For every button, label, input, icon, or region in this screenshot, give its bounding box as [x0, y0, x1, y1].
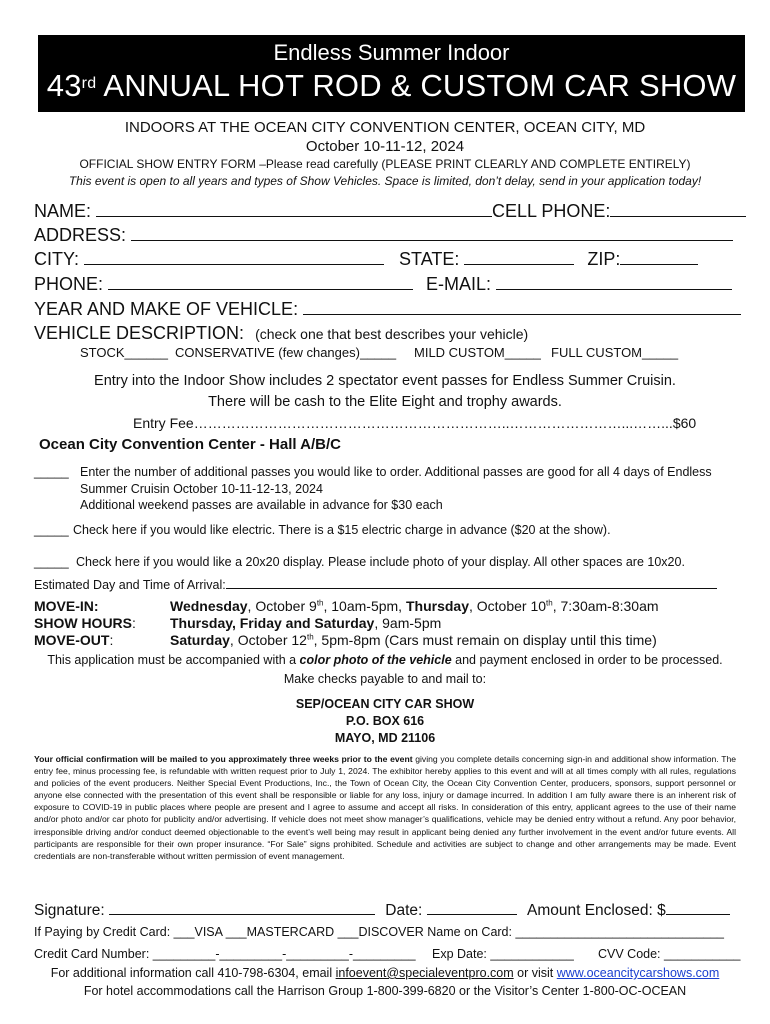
- show-hours-label: [34, 615, 136, 631]
- cvv-code[interactable]: CVV Code: ___________: [598, 947, 741, 961]
- mail-address-line-3: MAYO, MD 21106: [334, 731, 436, 745]
- hall-heading: Ocean City Convention Center - Hall A/B/C: [39, 436, 341, 453]
- display-blank[interactable]: _____: [34, 555, 69, 569]
- name-field[interactable]: [96, 202, 492, 217]
- vehicle-desc-row: [34, 323, 528, 344]
- legal-text: giving you complete details concerning sign-in and additional show information. The entry fee, minus processing fee, is refundable with written request prior to July 1, 2024. The exhibitor hereby applies to this event and will at all times comply with all rules, regulations and policies of the event producers. Neither Special Event Productions, Inc., the Town of Ocean City, the Ocean City Convention Center, producers, sponsors, support personnel or anyone else connected with the presentation of this event shall be responsible or liable for any loss, injury or damage incurred. In addition I am fully aware there is an inherent risk of exposure to COVID-19 in public places where people are present and I agree to assume and accept all risks. In consideration of this entry, applicant agrees to the use of their name and/or photo and/or car photo for publicity and/or advertising. If vehicle does not meet show manager’s qualifications, vehicle may be denied entry without a refund. Any poor behavior, irresponsible driving and/or conduct deemed objectionable to the event’s well being may result in applicant being denied any further involvement in the event and/or future events. All participants are responsible for their own proper insurance. “For Sale” signs prohibited. Schedule and activities are subject to change and other arrangements may be made. Event credentials are non-transferable without written permission of event management.: [34, 754, 737, 861]
- passes-line-1: Enter the number of additional passes you would like to order. Additional passes are good for all 4 days of Endless: [80, 465, 712, 479]
- card-number[interactable]: Credit Card Number: _________-_________-_________-_________: [34, 947, 416, 961]
- move-out-colon: :: [109, 632, 114, 648]
- signature-row: [34, 900, 730, 920]
- vehicle-desc-label: VEHICLE DESCRIPTION:: [34, 323, 245, 343]
- move-in-sup-1: th: [316, 598, 324, 608]
- show-hours-word: SHOW HOURS: [34, 615, 132, 631]
- arrival-label: Estimated Day and Time of Arrival:: [34, 578, 226, 592]
- exp-date[interactable]: Exp Date: ____________: [432, 947, 574, 961]
- move-out-label: [34, 632, 113, 648]
- form-notice: OFFICIAL SHOW ENTRY FORM –Please read carefully (PLEASE PRINT CLEARLY AND COMPLETE ENTIRELY): [79, 157, 691, 171]
- hotel-line: For hotel accommodations call the Harrison Group 1-800-399-6820 or the Visitor’s Center 1-800-OC-OCEAN: [83, 984, 687, 998]
- title-superscript: rd: [81, 75, 97, 92]
- option-stock[interactable]: STOCK______: [80, 345, 168, 360]
- checks-payable: Make checks payable to and mail to:: [283, 672, 487, 686]
- passes-blank[interactable]: _____: [34, 465, 69, 479]
- dates-line: October 10-11-12, 2024: [305, 138, 465, 155]
- cell-phone-label: CELL PHONE:: [492, 201, 611, 221]
- entry-fee-row: [133, 415, 696, 431]
- move-in-time-1: , 10am-5pm,: [323, 598, 406, 614]
- header-subtitle: Endless Summer Indoor: [273, 40, 510, 65]
- header-banner: [38, 35, 745, 112]
- address-field[interactable]: [131, 226, 733, 241]
- city-label: CITY:: [34, 249, 80, 269]
- year-make-label: YEAR AND MAKE OF VEHICLE:: [34, 299, 299, 319]
- move-in-date-1: , October 9: [247, 598, 317, 614]
- year-make-row: [34, 299, 741, 320]
- show-days: Thursday, Friday and Saturday: [170, 615, 375, 631]
- date-label: Date:: [385, 902, 423, 919]
- move-out-value: [170, 632, 657, 648]
- entry-info-1: Entry into the Indoor Show includes 2 spectator event passes for Endless Summer Cruisin.: [94, 373, 676, 389]
- move-in-day-2: Thursday: [405, 598, 469, 614]
- state-field[interactable]: [464, 250, 574, 265]
- contact-text-a: For additional information call 410-798-6304, email: [50, 966, 336, 980]
- passes-line-2: Summer Cruisin October 10-11-12-13, 2024: [80, 482, 323, 496]
- phone-field[interactable]: [108, 275, 413, 290]
- move-in-label: MOVE-IN:: [34, 598, 99, 614]
- zip-field[interactable]: [620, 250, 698, 265]
- header-title: [38, 69, 745, 103]
- date-field[interactable]: [427, 900, 517, 915]
- contact-text-b: or visit: [513, 966, 557, 980]
- credit-card-line[interactable]: If Paying by Credit Card: ___VISA ___MASTERCARD ___DISCOVER Name on Card: ______________________________: [34, 925, 725, 939]
- amount-label: Amount Enclosed:: [526, 902, 653, 919]
- move-out-word: MOVE-OUT: [34, 632, 110, 648]
- show-hours-value: [170, 615, 441, 631]
- option-full-custom[interactable]: FULL CUSTOM_____: [551, 345, 679, 360]
- email-label: E-MAIL:: [426, 274, 492, 294]
- contact-email-link[interactable]: infoevent@specialeventpro.com: [335, 966, 514, 980]
- show-time: , 9am-5pm: [374, 615, 442, 631]
- website-link[interactable]: www.oceancitycarshows.com: [556, 966, 720, 980]
- mail-address-line-2: P.O. BOX 616: [345, 714, 425, 728]
- title-text: ANNUAL HOT ROD & CUSTOM CAR SHOW: [103, 68, 737, 103]
- move-out-date: , October 12: [229, 632, 307, 648]
- phone-row: [34, 274, 732, 295]
- entry-fee-label: Entry Fee: [133, 415, 194, 431]
- move-in-time-2: , 7:30am-8:30am: [552, 598, 659, 614]
- title-number: 43: [46, 68, 82, 103]
- option-mild-custom[interactable]: MILD CUSTOM_____: [414, 345, 541, 360]
- photo-note: [0, 653, 770, 667]
- vehicle-desc-hint: (check one that best describes your vehicle): [255, 326, 529, 342]
- city-row: [34, 249, 698, 270]
- entry-info-2: There will be cash to the Elite Eight and trophy awards.: [208, 394, 562, 410]
- address-label: ADDRESS:: [34, 225, 127, 245]
- venue-line: INDOORS AT THE OCEAN CITY CONVENTION CENTER, OCEAN CITY, MD: [124, 119, 646, 136]
- photo-note-b: color photo of the vehicle: [299, 653, 452, 667]
- option-conservative[interactable]: CONSERVATIVE (few changes)_____: [175, 345, 397, 360]
- open-note: This event is open to all years and types of Show Vehicles. Space is limited, don’t delay, send in your application today!: [68, 174, 702, 188]
- move-out-time: , 5pm-8pm (Cars must remain on display until this time): [313, 632, 657, 648]
- move-in-value: [170, 598, 659, 614]
- move-in-sup-2: th: [546, 598, 553, 608]
- name-row: [34, 201, 746, 222]
- email-field[interactable]: [496, 275, 732, 290]
- city-field[interactable]: [84, 250, 384, 265]
- photo-note-c: and payment enclosed in order to be processed.: [451, 653, 723, 667]
- move-out-day: Saturday: [170, 632, 230, 648]
- arrival-field[interactable]: [226, 578, 717, 589]
- display-text: Check here if you would like a 20x20 display. Please include photo of your display. All other spaces are 10x20.: [76, 555, 685, 569]
- mail-address-line-1: SEP/OCEAN CITY CAR SHOW: [295, 697, 475, 711]
- electric-blank[interactable]: _____: [34, 523, 69, 537]
- signature-label: Signature:: [34, 902, 105, 919]
- name-label: NAME:: [34, 201, 92, 221]
- state-label: STATE:: [399, 249, 460, 269]
- amount-field[interactable]: [666, 900, 730, 915]
- move-in-date-2: , October 10: [468, 598, 547, 614]
- entry-fee-amount: $60: [672, 415, 697, 431]
- legal-paragraph: [34, 753, 736, 862]
- arrival-row: [34, 578, 717, 592]
- legal-bold: Your official confirmation will be mailed to you approximately three weeks prior to the event: [34, 754, 413, 764]
- amount-dollar: $: [657, 902, 666, 919]
- zip-label: ZIP:: [587, 249, 621, 269]
- cell-phone-field[interactable]: [610, 202, 746, 217]
- entry-fee-dots: …………………………………………………………..……………………...……...: [193, 415, 673, 431]
- address-row: [34, 225, 733, 246]
- move-in-day-1: Wednesday: [170, 598, 248, 614]
- passes-line-3: Additional weekend passes are available in advance for $30 each: [80, 498, 443, 512]
- move-out-sup: th: [306, 632, 314, 642]
- electric-text: Check here if you would like electric. There is a $15 electric charge in advance ($20 at the show).: [73, 523, 611, 537]
- year-make-field[interactable]: [303, 300, 741, 315]
- contact-line: [0, 966, 770, 980]
- phone-label: PHONE:: [34, 274, 104, 294]
- photo-note-a: This application must be accompanied with a: [47, 653, 300, 667]
- show-hours-colon: :: [132, 615, 136, 631]
- signature-field[interactable]: [109, 900, 375, 915]
